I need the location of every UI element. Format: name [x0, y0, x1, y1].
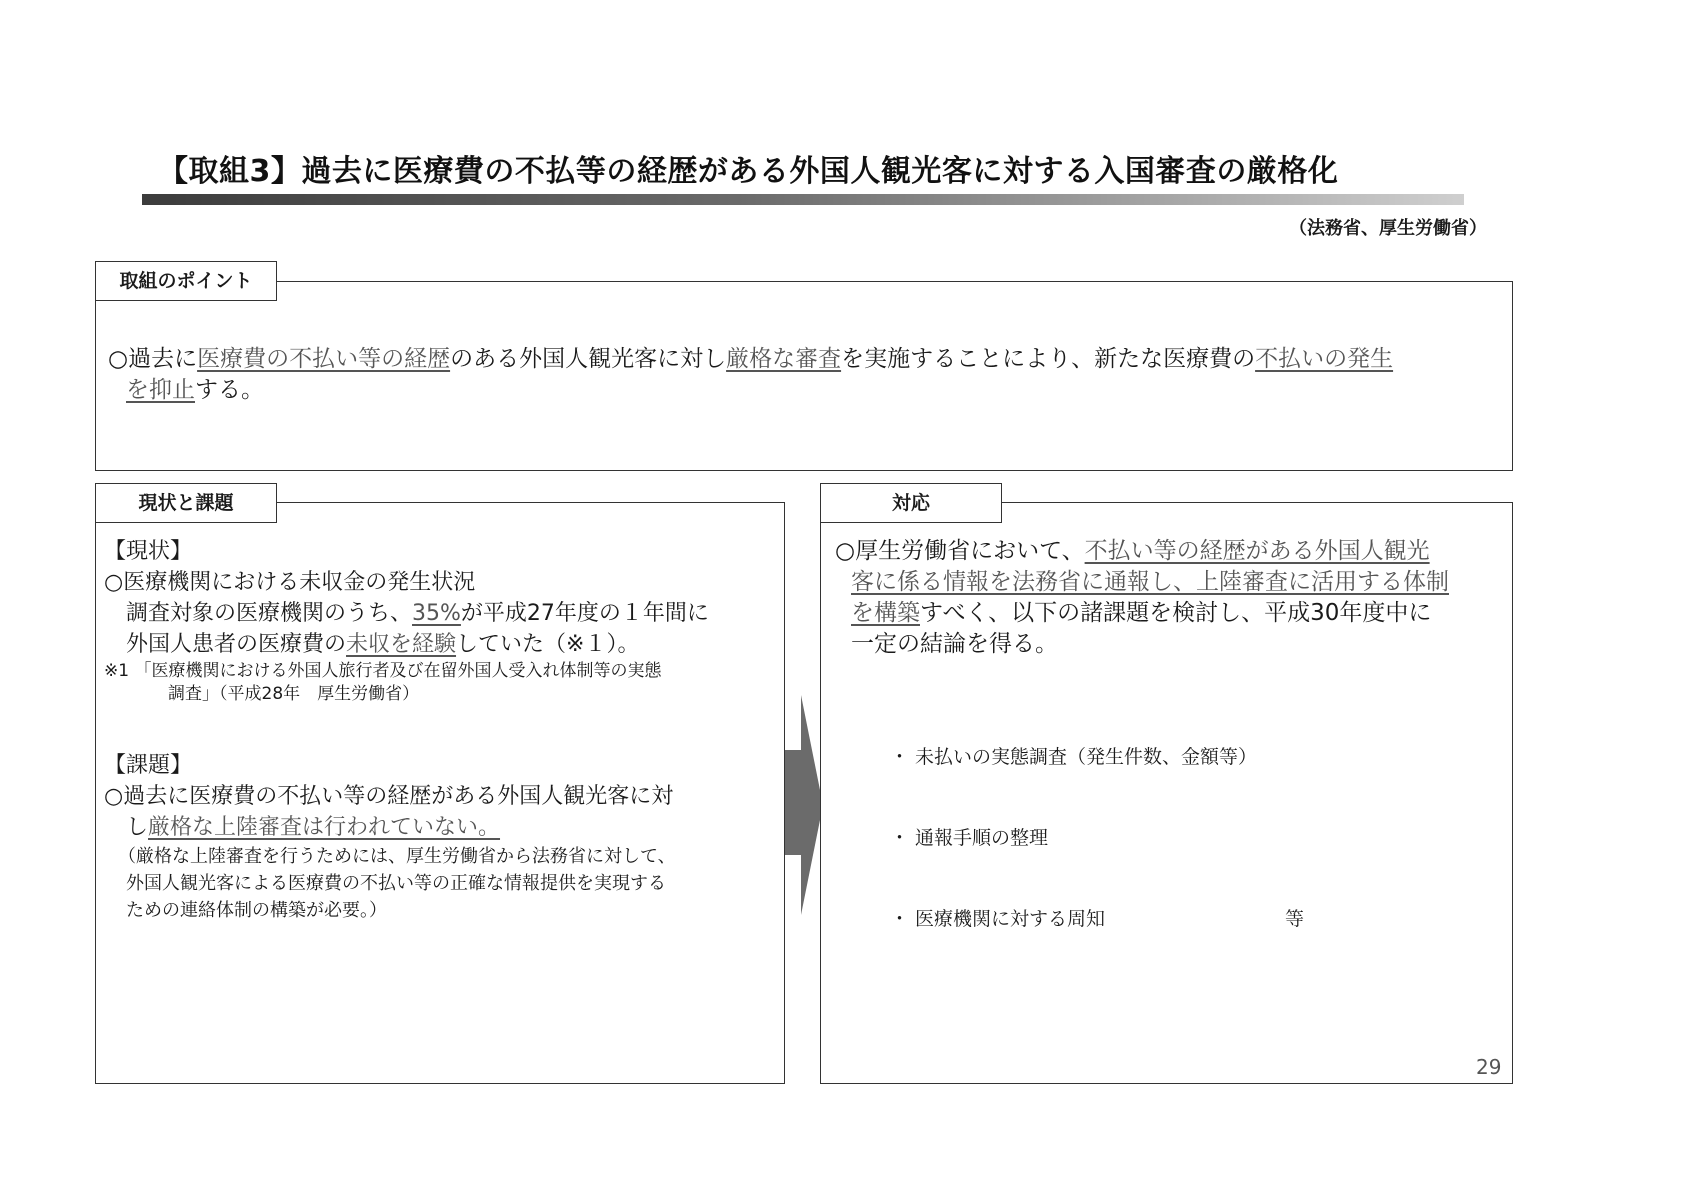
status-line-3a: 外国人患者の医療費の [126, 632, 347, 657]
status-line-3 [104, 629, 784, 660]
flow-arrow-icon [785, 695, 825, 915]
status-line-2 [104, 598, 784, 629]
issue-heading: 【課題】 [104, 753, 193, 778]
issue-line-2a: し [126, 815, 149, 840]
point-seg1: ○過去に [108, 346, 198, 372]
response-line-2: 客に係る情報を法務省に通報し、上陸審査に活用する体制 [851, 569, 1449, 595]
point-tab: 取組のポイント [95, 261, 277, 301]
point-highlight-deter: を抑止 [126, 377, 195, 403]
bullet-suffix: 等 [1285, 908, 1305, 930]
point-highlight-unpaid-occurrence: 不払いの発生 [1255, 346, 1394, 372]
status-line-2c: が平成27年度の１年間に [460, 601, 709, 626]
current-content [104, 536, 784, 924]
status-item: ○医療機関における未収金の発生状況 [104, 570, 476, 595]
status-highlight-uncollected: 未収を経験 [346, 632, 457, 657]
bullet-item: ・ 未払いの実態調査（発生件数、金額等） [890, 746, 1258, 768]
page-number: 29 [1476, 1055, 1502, 1079]
point-seg5: を実施することにより、新たな医療費の [841, 346, 1256, 372]
response-line-3b: すべく、以下の諸課題を検討し、平成30年度中に [920, 600, 1432, 626]
title-underline-bar [142, 194, 1464, 205]
status-line-3c: していた（※１）。 [456, 632, 640, 657]
response-line-1a: ○厚生労働省において、 [835, 538, 1085, 564]
response-tab: 対応 [820, 483, 1002, 523]
issue-note-line-3: ための連絡体制の構築が必要。） [126, 900, 387, 921]
issue-highlight-no-strict-review: 厳格な上陸審査は行われていない。 [148, 815, 501, 840]
response-line-3 [835, 598, 1505, 629]
point-seg3: のある外国人観光客に対し [450, 346, 727, 372]
footnote-line-1: ※1 「医療機関における外国人旅行者及び在留外国人受入れ体制等の実態 [104, 661, 662, 681]
point-seg8: する。 [195, 377, 264, 403]
response-bullets [890, 690, 1304, 987]
status-heading: 【現状】 [104, 539, 193, 564]
point-highlight-unpaid-history: 医療費の不払い等の経歴 [197, 346, 451, 372]
current-tab: 現状と課題 [95, 483, 277, 523]
issue-line-1: ○過去に医療費の不払い等の経歴がある外国人観光客に対 [104, 784, 674, 809]
page-title: 【取組3】過去に医療費の不払等の経歴がある外国人観光客に対する入国審査の厳格化 [158, 154, 1339, 189]
point-highlight-strict-review: 厳格な審査 [726, 346, 842, 372]
ministries-label: （法務省、厚生労働省） [1289, 218, 1487, 239]
bullet-item: ・ 通報手順の整理 [890, 827, 1049, 849]
point-text [108, 344, 1508, 406]
bullet-item-last [890, 906, 1304, 933]
issue-line-2 [104, 812, 784, 843]
bullet-item: ・ 医療機関に対する周知 [890, 908, 1106, 930]
response-line-1 [835, 536, 1505, 567]
status-highlight-35: 35% [412, 601, 461, 626]
issue-note-line-1: （厳格な上陸審査を行うためには、厚生労働省から法務省に対して、 [118, 846, 676, 867]
response-highlight-3: を構築 [851, 600, 920, 626]
issue-note-line-2: 外国人観光客による医療費の不払い等の正確な情報提供を実現する [126, 873, 666, 894]
response-highlight-1: 不払い等の経歴がある外国人観光 [1084, 538, 1430, 564]
response-line-4: 一定の結論を得る。 [851, 631, 1058, 657]
response-content [835, 536, 1505, 660]
status-line-2a: 調査対象の医療機関のうち、 [126, 601, 413, 626]
footnote-line-2: 調査」（平成28年 厚生労働省） [168, 684, 420, 704]
